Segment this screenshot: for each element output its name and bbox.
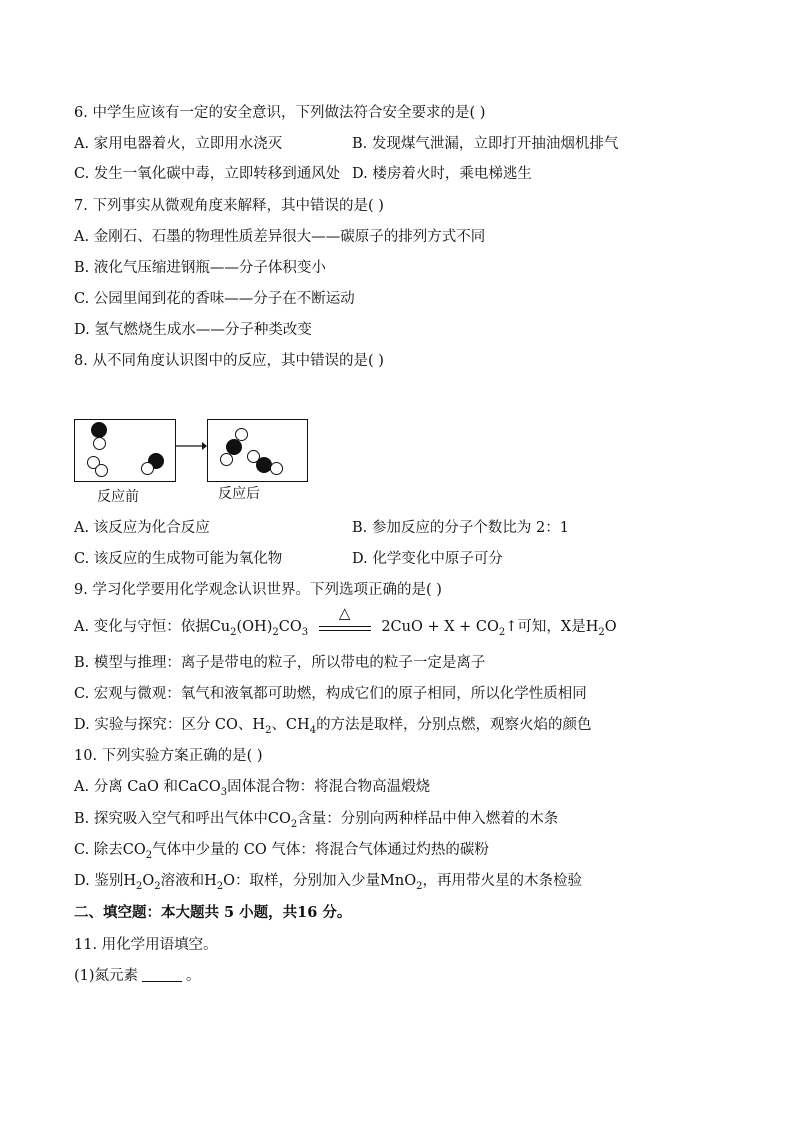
q10-option-b: B. 探究吸入空气和呼出气体中$CO_2$含量：分别向两种样品中伸入燃着的木条 bbox=[74, 811, 559, 830]
heat-symbol: △ bbox=[338, 604, 351, 622]
q9-option-c: C. 宏观与微观：氧气和液氧都可助燃，构成它们的原子相同，所以化学性质相同 bbox=[74, 686, 587, 702]
q9-option-b: B. 模型与推理：离子是带电的粒子，所以带电的粒子一定是离子 bbox=[74, 655, 486, 671]
q10-option-a: A. 分离 CaO 和CaCO$_3$固体混合物：将混合物高温煅烧 bbox=[74, 779, 431, 798]
q7-option-a: A. 金刚石、石墨的物理性质差异很大——碳原子的排列方式不同 bbox=[74, 229, 486, 245]
section-heading: 二、填空题：本大题共 5 小题，共16 分。 bbox=[74, 904, 352, 921]
q7-option-c: C. 公园里闻到花的香味——分子在不断运动 bbox=[74, 291, 355, 307]
q8-stem: 8. 从不同角度认识图中的反应，其中错误的是( ) bbox=[74, 353, 384, 369]
reaction-condition bbox=[319, 604, 371, 637]
q9-option-d: D. 实验与探究：区分 CO、$H_2$、$CH_4$的方法是取样，分别点燃，观察火焰的颜色 bbox=[74, 717, 592, 736]
arrow-icon bbox=[175, 440, 207, 452]
q6-option-a: A. 家用电器着火，立即用水浇灭 bbox=[74, 136, 283, 152]
q9-stem: 9. 学习化学要用化学观念认识世界。下列选项正确的是( ) bbox=[74, 582, 442, 598]
black-atom bbox=[91, 422, 107, 438]
q6-options-row1 bbox=[74, 134, 619, 154]
label-after: 反应后 bbox=[218, 486, 260, 502]
q7-option-d: D. 氢气燃烧生成水——分子种类改变 bbox=[74, 322, 312, 338]
q10-stem: 10. 下列实验方案正确的是( ) bbox=[74, 748, 263, 764]
q8-options-row2 bbox=[74, 549, 503, 569]
white-atom bbox=[270, 462, 283, 475]
answer-blank[interactable] bbox=[142, 967, 182, 982]
label-before: 反应前 bbox=[97, 489, 139, 505]
white-atom bbox=[95, 464, 108, 477]
white-atom bbox=[141, 462, 154, 475]
q10-option-d: D. 鉴别$H_2O_2$溶液和$H_2O$：取样，分别加入少量MnO$_2$，再用带火星的木条检验 bbox=[74, 873, 582, 892]
q7-option-b: B. 液化气压缩进钢瓶——分子体积变小 bbox=[74, 260, 326, 276]
after-box bbox=[207, 419, 308, 482]
before-box bbox=[74, 419, 176, 482]
q8-option-d: D. 化学变化中原子可分 bbox=[352, 551, 503, 567]
q8-option-a: A. 该反应为化合反应 bbox=[74, 520, 210, 536]
q8-option-c: C. 该反应的生成物可能为氧化物 bbox=[74, 551, 283, 567]
white-atom bbox=[93, 437, 106, 450]
q10-option-c: C. 除去$CO_2$气体中少量的 CO 气体：将混合气体通过灼热的碳粉 bbox=[74, 842, 489, 861]
q11-part1: (1)氮元素 。 bbox=[74, 968, 201, 984]
q6-option-c: C. 发生一氧化碳中毒，立即转移到通风处 bbox=[74, 166, 341, 182]
q8-option-b: B. 参加反应的分子个数比为 2：1 bbox=[352, 520, 569, 536]
white-atom bbox=[220, 453, 233, 466]
q6-option-d: D. 楼房着火时，乘电梯逃生 bbox=[352, 166, 532, 182]
q6-options-row2 bbox=[74, 164, 532, 184]
q8-options-row1 bbox=[74, 518, 569, 538]
q7-stem: 7. 下列事实从微观角度来解释，其中错误的是( ) bbox=[74, 198, 384, 214]
q6-stem: 6. 中学生应该有一定的安全意识，下列做法符合安全要求的是( ) bbox=[74, 105, 486, 121]
q11-stem: 11. 用化学用语填空。 bbox=[74, 937, 218, 953]
q6-option-b: B. 发现煤气泄漏，立即打开抽油烟机排气 bbox=[352, 136, 619, 152]
q9-option-a: A. 变化与守恒：依据$Cu_2(OH)_2CO_3$ △ $2CuO + X + CO_2↑$可知，X是$H_2O$ bbox=[74, 604, 617, 638]
